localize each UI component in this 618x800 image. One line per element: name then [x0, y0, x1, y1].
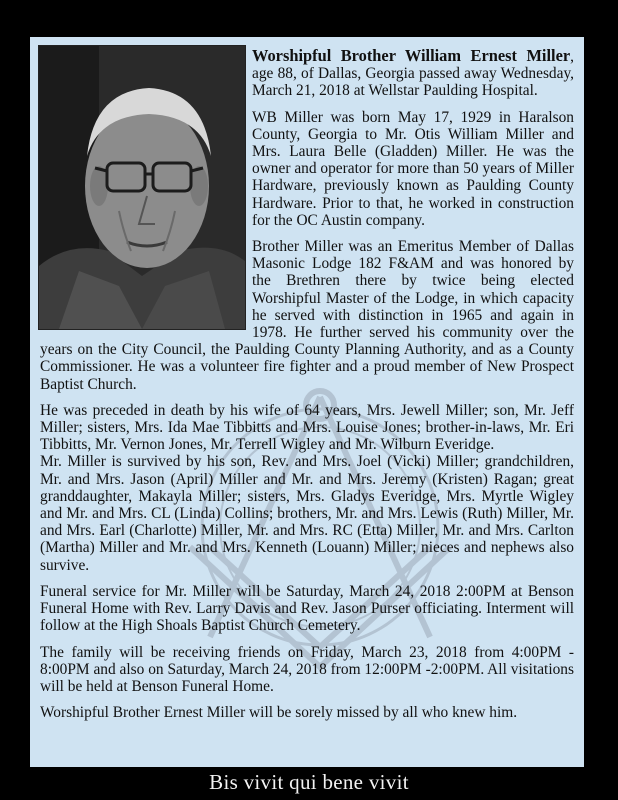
visitation-paragraph: The family will be receiving friends on Friday, March 23, 2018 from 4:00PM - 8:00PM and also on Saturday, March 24, 2018 from 12:00PM -2:00PM. All visitations will be held at Benson Funeral Home. — [40, 643, 574, 695]
obituary-panel — [30, 37, 584, 767]
motto: Bis vivit qui bene vivit — [209, 770, 409, 794]
closing-paragraph: Worshipful Brother Ernest Miller will be sorely missed by all who knew him. — [40, 704, 518, 722]
survived-paragraph: Mr. Miller is survived by his son, Rev. and Mrs. Joel (Vicki) Miller; grandchildren, Mr. and Mrs. Jason (April) Miller and Mr. and Mrs. Jeremy (Kristen) Ragan; great granddaughter, Makayla Miller; sisters, Mrs. Gladys Everidge, Mrs. Myrtle Wigley and Mr. and Mrs. CL (Linda) Collins; brothers, Mr. and Mrs. Lewis (Ruth) Miller, Mr. and Mrs. Earl (Charlotte) Miller, Mr. and Mrs. RC (Etta) Miller, Mr. and Mrs. Carlton (Martha) Miller and Mr. and Mrs. Kenneth (Louann) Miller; nieces and nephews also survive. — [40, 453, 574, 574]
funeral-paragraph: Funeral service for Mr. Miller will be Saturday, March 24, 2018 2:00PM at Benson Funeral Home with Rev. Larry Davis and Rev. Jason Purser officiating. Interment will follow at the High Shoals Baptist Church Cemetery. — [40, 582, 574, 635]
preceded-paragraph: He was preceded in death by his wife of 64 years, Mrs. Jewell Miller; son, Mr. Jeff Miller; sisters, Mrs. Ida Mae Tibbitts and Mrs. Louise Jones; brother-in-laws, Mr. Eri Tibbitts, Mr. Vernon Jones, Mr. Terrell Wigley and Mr. Wilburn Everidge. — [40, 401, 574, 454]
birth-paragraph: WB Miller was born May 17, 1929 in Haralson County, Georgia to Mr. Otis William Miller and Mrs. Laura Belle (Gladden) Miller. He was the owner and operator for more than 50 years of Miller Hardware, previously known as Paulding County Hardware. Prior to that, he worked in construction for the OC Austin company. — [252, 108, 574, 229]
masonic-paragraph: Brother Miller was an Emeritus Member of Dallas Masonic Lodge 182 F&AM and was honored by the Brethren there by twice being elected Worshipful Master of the Lodge, in which capacity he served with distinction in 1965 and again in 1978. He further served his community over the years on the City Council, the Paulding County Planning Authority, and as a County Commissioner. He was a volunteer fire fighter and a proud member of New Prospect Baptist Church. — [40, 238, 574, 393]
intro-text: , age 88, of Dallas, Georgia passed away Wednesday, March 21, 2018 at Wellstar Paulding Hospital. — [252, 48, 574, 100]
obituary-text — [30, 37, 584, 730]
deceased-name: Worshipful Brother William Ernest Miller — [252, 46, 571, 65]
